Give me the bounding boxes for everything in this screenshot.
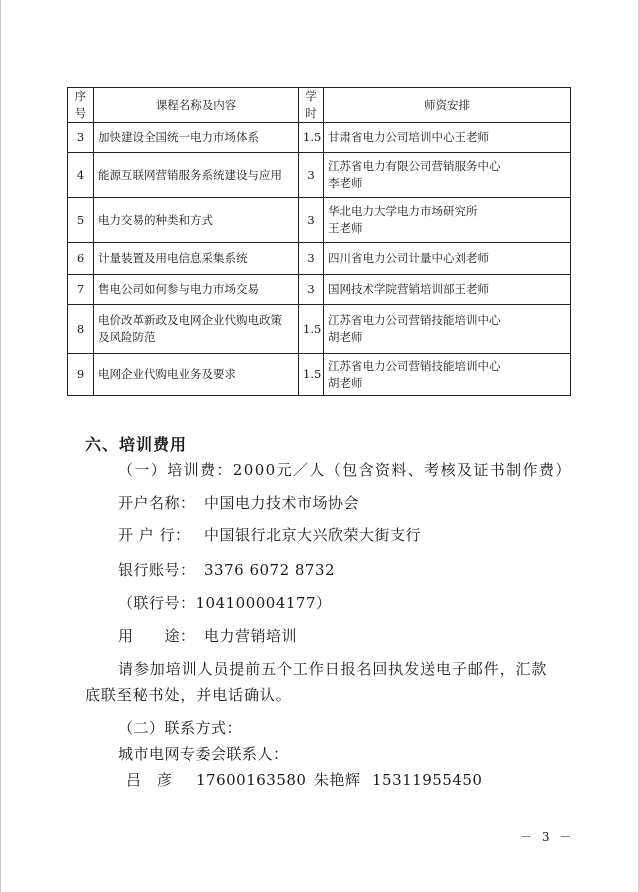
contact-name: 朱艳辉 [314, 771, 361, 789]
teacher-line: 李老师 [328, 176, 363, 190]
row-no: 8 [68, 305, 94, 354]
table-row [68, 354, 571, 396]
page-edge-left [0, 0, 1, 892]
account-number-label: 银行账号： [118, 561, 196, 579]
row-hours: 1.5 [299, 123, 324, 153]
teacher-line: 胡老师 [328, 330, 363, 344]
payment-note-line: 请参加培训人员提前五个工作日报名回执发送电子邮件，汇款 [118, 660, 548, 678]
row-course: 计量装置及用电信息采集系统 [94, 243, 299, 275]
row-no: 3 [68, 123, 94, 153]
table-row [68, 123, 571, 153]
page-number: － 3 － [520, 830, 575, 844]
row-course: 售电公司如何参与电力市场交易 [94, 275, 299, 305]
teacher-line: 华北电力大学电力市场研究所 [328, 204, 478, 218]
row-teacher: 国网技术学院营销培训部王老师 [324, 275, 571, 305]
row-hours: 3 [299, 243, 324, 275]
row-teacher [324, 354, 571, 396]
table-header-row [68, 88, 571, 123]
account-number-line [118, 559, 335, 580]
row-no: 7 [68, 275, 94, 305]
header-teacher: 师资安排 [324, 88, 571, 123]
bank-line [118, 524, 421, 545]
contact-heading: （二）联系方式： [118, 719, 243, 737]
row-course: 电力交易的种类和方式 [94, 198, 299, 243]
table-row [68, 275, 571, 305]
header-course: 课程名称及内容 [94, 88, 299, 123]
row-no: 6 [68, 243, 94, 275]
contact-persons [126, 769, 482, 790]
bank-value: 中国银行北京大兴欣荣大街支行 [204, 526, 422, 544]
row-course: 能源互联网营销服务系统建设与应用 [94, 153, 299, 198]
row-hours: 1.5 [299, 305, 324, 354]
table-row [68, 243, 571, 275]
row-teacher: 四川省电力公司计量中心刘老师 [324, 243, 571, 275]
row-no: 4 [68, 153, 94, 198]
teacher-line: 胡老师 [328, 375, 363, 390]
section-heading: 六、培训费用 [85, 435, 188, 454]
header-hours: 学时 [299, 88, 324, 123]
contact-phone: 17600163580 [196, 771, 307, 789]
row-hours: 3 [299, 153, 324, 198]
account-name-value: 中国电力技术市场协会 [204, 494, 360, 512]
account-name-label: 开户名称： [118, 494, 196, 512]
purpose-label: 用 途： [118, 627, 196, 645]
row-teacher: 甘肃省电力公司培训中心王老师 [324, 123, 571, 153]
course-line: 电价改革新政及电网企业代购电政策 [98, 313, 282, 327]
row-course: 加快建设全国统一电力市场体系 [94, 123, 299, 153]
row-course: 电网企业代购电业务及要求 [94, 354, 299, 396]
table-row [68, 153, 571, 198]
teacher-line: 江苏省电力公司营销技能培训中心 [328, 358, 501, 373]
row-teacher [324, 153, 571, 198]
header-no: 序号 [68, 88, 94, 123]
account-name-line [118, 492, 359, 513]
bank-label: 开 户 行： [118, 526, 191, 544]
row-no: 5 [68, 198, 94, 243]
row-hours: 3 [299, 275, 324, 305]
row-hours: 3 [299, 198, 324, 243]
contact-name: 吕 彦 [126, 771, 173, 789]
purpose-value: 电力营销培训 [204, 627, 298, 645]
row-teacher [324, 198, 571, 243]
table-row [68, 198, 571, 243]
teacher-line: 江苏省电力公司营销技能培训中心 [328, 313, 501, 327]
course-schedule-table [67, 87, 571, 396]
payment-note-line: 底联至秘书处，并电话确认。 [85, 686, 292, 704]
row-teacher [324, 305, 571, 354]
teacher-line: 王老师 [328, 221, 363, 235]
row-course [94, 305, 299, 354]
table-row [68, 305, 571, 354]
purpose-line [118, 625, 297, 646]
course-line: 及风险防范 [98, 330, 156, 344]
teacher-line: 江苏省电力有限公司营销服务中心 [328, 159, 501, 173]
account-number-value: 3376 6072 8732 [204, 561, 336, 579]
contact-org: 城市电网专委会联系人： [118, 745, 289, 763]
row-no: 9 [68, 354, 94, 396]
fee-line: （一）培训费：2000元／人（包含资料、考核及证书制作费） [118, 461, 572, 479]
row-hours: 1.5 [299, 354, 324, 396]
routing-number: （联行号：104100004177） [118, 594, 332, 612]
contact-phone: 15311955450 [372, 771, 483, 789]
